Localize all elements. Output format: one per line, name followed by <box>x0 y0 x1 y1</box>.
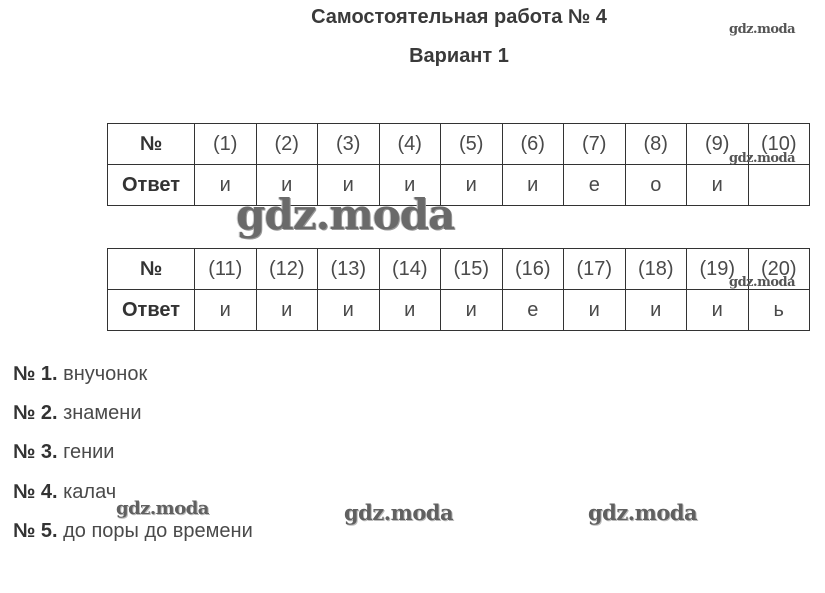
table-row-answers <box>108 165 810 206</box>
number-cell: (18) <box>625 249 687 290</box>
task-1 <box>13 363 147 386</box>
watermark: gdz.moda <box>729 22 796 37</box>
number-cell: (8) <box>625 124 687 165</box>
number-cell: (5) <box>441 124 503 165</box>
answer-cell <box>748 165 810 206</box>
answer-cell: и <box>441 165 503 206</box>
watermark: gdz.moda <box>116 498 209 519</box>
watermark: gdz.moda <box>344 500 454 525</box>
number-cell: (4) <box>379 124 441 165</box>
number-cell: (19) <box>687 249 749 290</box>
task-3 <box>13 441 114 464</box>
task-label: № 2. <box>13 402 58 424</box>
task-answer: калач <box>63 481 117 503</box>
task-answer: внучонок <box>63 363 148 385</box>
number-cell: (10) <box>748 124 810 165</box>
page-title: Самостоятельная работа № 4 <box>311 6 607 28</box>
number-cell: (6) <box>502 124 564 165</box>
answer-cell: и <box>687 290 749 331</box>
answer-cell: и <box>441 290 503 331</box>
number-cell: (13) <box>318 249 380 290</box>
answer-table-1 <box>107 123 810 206</box>
answer-cell: и <box>318 290 380 331</box>
answer-table-2 <box>107 248 810 331</box>
number-cell: (11) <box>195 249 257 290</box>
task-5 <box>13 520 253 543</box>
header-answer-cell: Ответ <box>108 290 195 331</box>
table-row-numbers <box>108 249 810 290</box>
answer-cell: и <box>564 290 626 331</box>
task-label: № 1. <box>13 363 58 385</box>
number-cell: (16) <box>502 249 564 290</box>
task-label: № 5. <box>13 520 58 542</box>
task-label: № 4. <box>13 481 58 503</box>
number-cell: (1) <box>195 124 257 165</box>
task-2 <box>13 402 142 425</box>
number-cell: (15) <box>441 249 503 290</box>
watermark: gdz.moda <box>588 500 698 525</box>
variant-title: Вариант 1 <box>409 45 509 67</box>
answer-cell: и <box>379 165 441 206</box>
number-cell: (3) <box>318 124 380 165</box>
table-row-answers <box>108 290 810 331</box>
header-number-cell: № <box>108 124 195 165</box>
header-number-cell: № <box>108 249 195 290</box>
watermark: gdz.moda <box>236 190 455 239</box>
task-answer: до поры до времени <box>63 520 253 542</box>
answer-cell: о <box>625 165 687 206</box>
watermark: gdz.moda <box>729 275 796 290</box>
answer-cell: и <box>625 290 687 331</box>
table-row-numbers <box>108 124 810 165</box>
task-label: № 3. <box>13 441 58 463</box>
answer-cell: е <box>502 290 564 331</box>
number-cell: (17) <box>564 249 626 290</box>
answer-cell: ь <box>748 290 810 331</box>
answer-cell: и <box>256 290 318 331</box>
watermark: gdz.moda <box>729 151 796 166</box>
number-cell: (9) <box>687 124 749 165</box>
answer-cell: и <box>379 290 441 331</box>
task-4 <box>13 481 116 504</box>
answer-cell: и <box>502 165 564 206</box>
number-cell: (7) <box>564 124 626 165</box>
answer-cell: и <box>256 165 318 206</box>
number-cell: (12) <box>256 249 318 290</box>
number-cell: (20) <box>748 249 810 290</box>
answer-cell: и <box>687 165 749 206</box>
task-answer: знамени <box>63 402 142 424</box>
answer-cell: е <box>564 165 626 206</box>
answer-cell: и <box>195 165 257 206</box>
number-cell: (2) <box>256 124 318 165</box>
answer-cell: и <box>195 290 257 331</box>
task-answer: гении <box>63 441 115 463</box>
number-cell: (14) <box>379 249 441 290</box>
header-answer-cell: Ответ <box>108 165 195 206</box>
answer-cell: и <box>318 165 380 206</box>
